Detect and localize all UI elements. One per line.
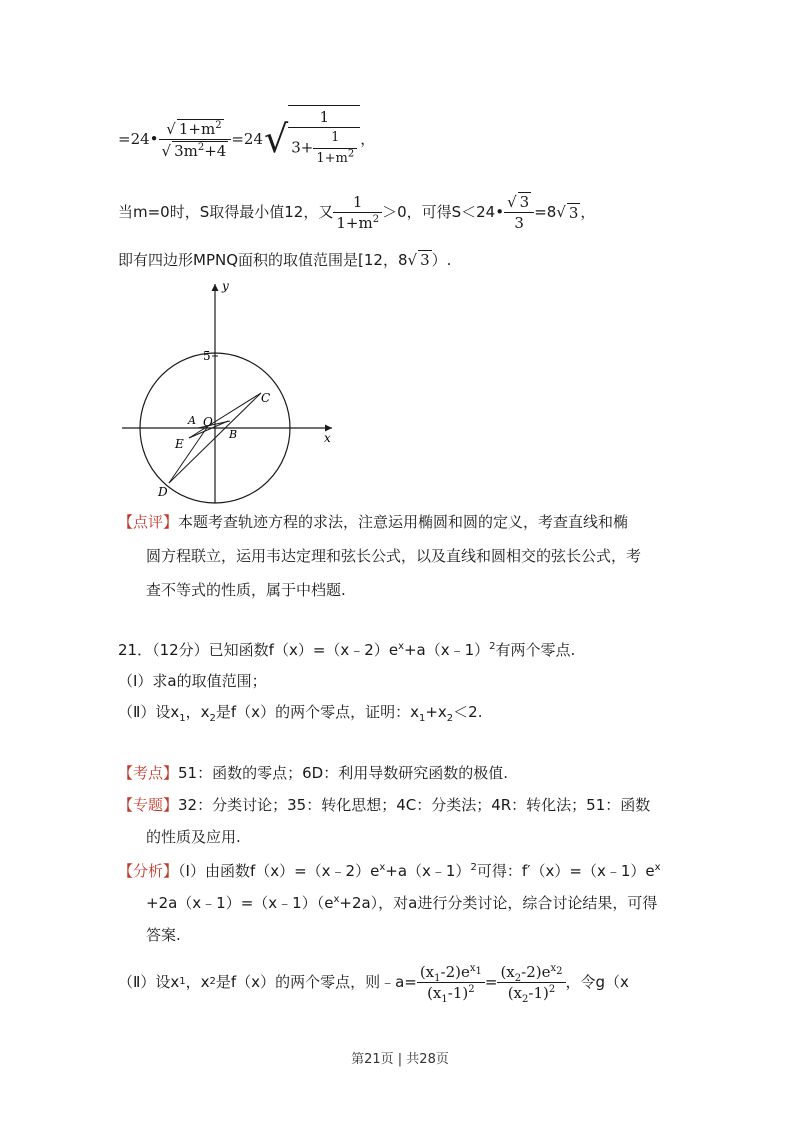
question-21-part-2: （Ⅱ）设$x_1$，$x_2$是f（x）的两个零点，证明：$x_1+x_2<2$. xyxy=(118,703,483,724)
point-D-label: D xyxy=(158,485,168,499)
fenxi-line-1: 【分析】（Ⅰ）由函数$f(x)=(x﹣2)e^x+a(x﹣1)^2$可得：$f'(x)=(x﹣1)e^x$ xyxy=(118,862,661,880)
formula-line-1: =24• √ $1+m^2$ √ $3m^2+4$ =24 √ 1 3+ $\frac{1}{1+m^2}$ ， xyxy=(118,104,375,174)
comment-line-3: 查不等式的性质，属于中档题. xyxy=(146,581,346,599)
fraction-g2: $\frac{(x_2-2)e^{x_2}}{(x_2-1)^2}$ xyxy=(497,963,565,1002)
zhuanti-tag: 【专题】 xyxy=(118,796,179,814)
point-C-label: C xyxy=(261,391,271,405)
comment-line-2: 圆方程联立，运用韦达定理和弦长公式，以及直线和圆相交的弦长公式，考 xyxy=(146,547,642,565)
fraction-g1: $\frac{(x_1-2)e^{x_1}}{(x_1-1)^2}$ xyxy=(417,963,485,1002)
question-21-stem: 21．（12分）已知函数$f(x)=(x﹣2)e^x+a(x﹣1)^2$有两个零点. xyxy=(118,641,576,659)
zhuanti-line-1: 【专题】32：分类讨论；35：转化思想；4C：分类法；4R：转化法；51：函数 xyxy=(118,796,651,814)
comment-line-1: 【点评】本题考查轨迹方程的求法，注意运用椭圆和圆的定义，考查直线和椭 xyxy=(118,513,629,531)
text-line-min-value: 当m=0时，S取得最小值12，又 $\frac{1}{1+m^2}$ ＞0，可得S＜24• √ $\frac{3}{3}$ =8 √ 3 ， xyxy=(118,190,595,234)
point-A-label: A xyxy=(188,414,196,427)
fenxi-line-3: 答案. xyxy=(146,926,181,944)
kaodian-line: 【考点】51：函数的零点；6D：利用导数研究函数的极值. xyxy=(118,764,508,782)
formula-prefix: =24• xyxy=(118,130,159,148)
point-E-label: E xyxy=(175,437,184,451)
zhuanti-line-2: 的性质及应用. xyxy=(146,828,241,846)
formula-suffix: ， xyxy=(360,130,376,148)
point-O-label: O xyxy=(203,415,213,429)
geometry-figure xyxy=(118,278,348,508)
text-line-range: 即有四边形MPNQ面积的取值范围是[12，8√ 3 ）. xyxy=(118,250,451,270)
nested-fraction: 1 3+ $\frac{1}{1+m^2}$ xyxy=(288,108,360,168)
fraction-sqrt: √ $1+m^2$ √ $3m^2+4$ xyxy=(159,119,232,160)
point-B-label: B xyxy=(229,428,238,441)
comment-tag: 【点评】 xyxy=(118,513,179,531)
page-footer: 第21页 | 共28页 xyxy=(351,1052,449,1067)
line-DA xyxy=(169,426,208,483)
fenxi-line-4: （Ⅱ）设x 1 ，x 2 是f（x）的两个零点，则﹣a= $\frac{(x_1-2)e^{x_1}}{(x_1-1)^2}$ = $\frac{(x_2-2)e^{x_2}}{(x_2-1)^2}$ ，令g（x xyxy=(118,962,629,1005)
y-axis-label: y xyxy=(222,279,229,293)
fenxi-line-2: $+2a(x﹣1)=(x﹣1)(e^x+2a)$，对a进行分类讨论，综合讨论结果，可得 xyxy=(146,894,658,912)
formula-mid: =24 xyxy=(231,130,264,148)
fenxi-tag: 【分析】 xyxy=(118,862,179,880)
kaodian-tag: 【考点】 xyxy=(118,764,179,782)
x-axis-label: x xyxy=(324,431,331,445)
question-21-part-1: （Ⅰ）求a的取值范围； xyxy=(118,672,267,690)
line-EC xyxy=(189,393,261,438)
tick-5-label: 5 xyxy=(203,349,211,363)
